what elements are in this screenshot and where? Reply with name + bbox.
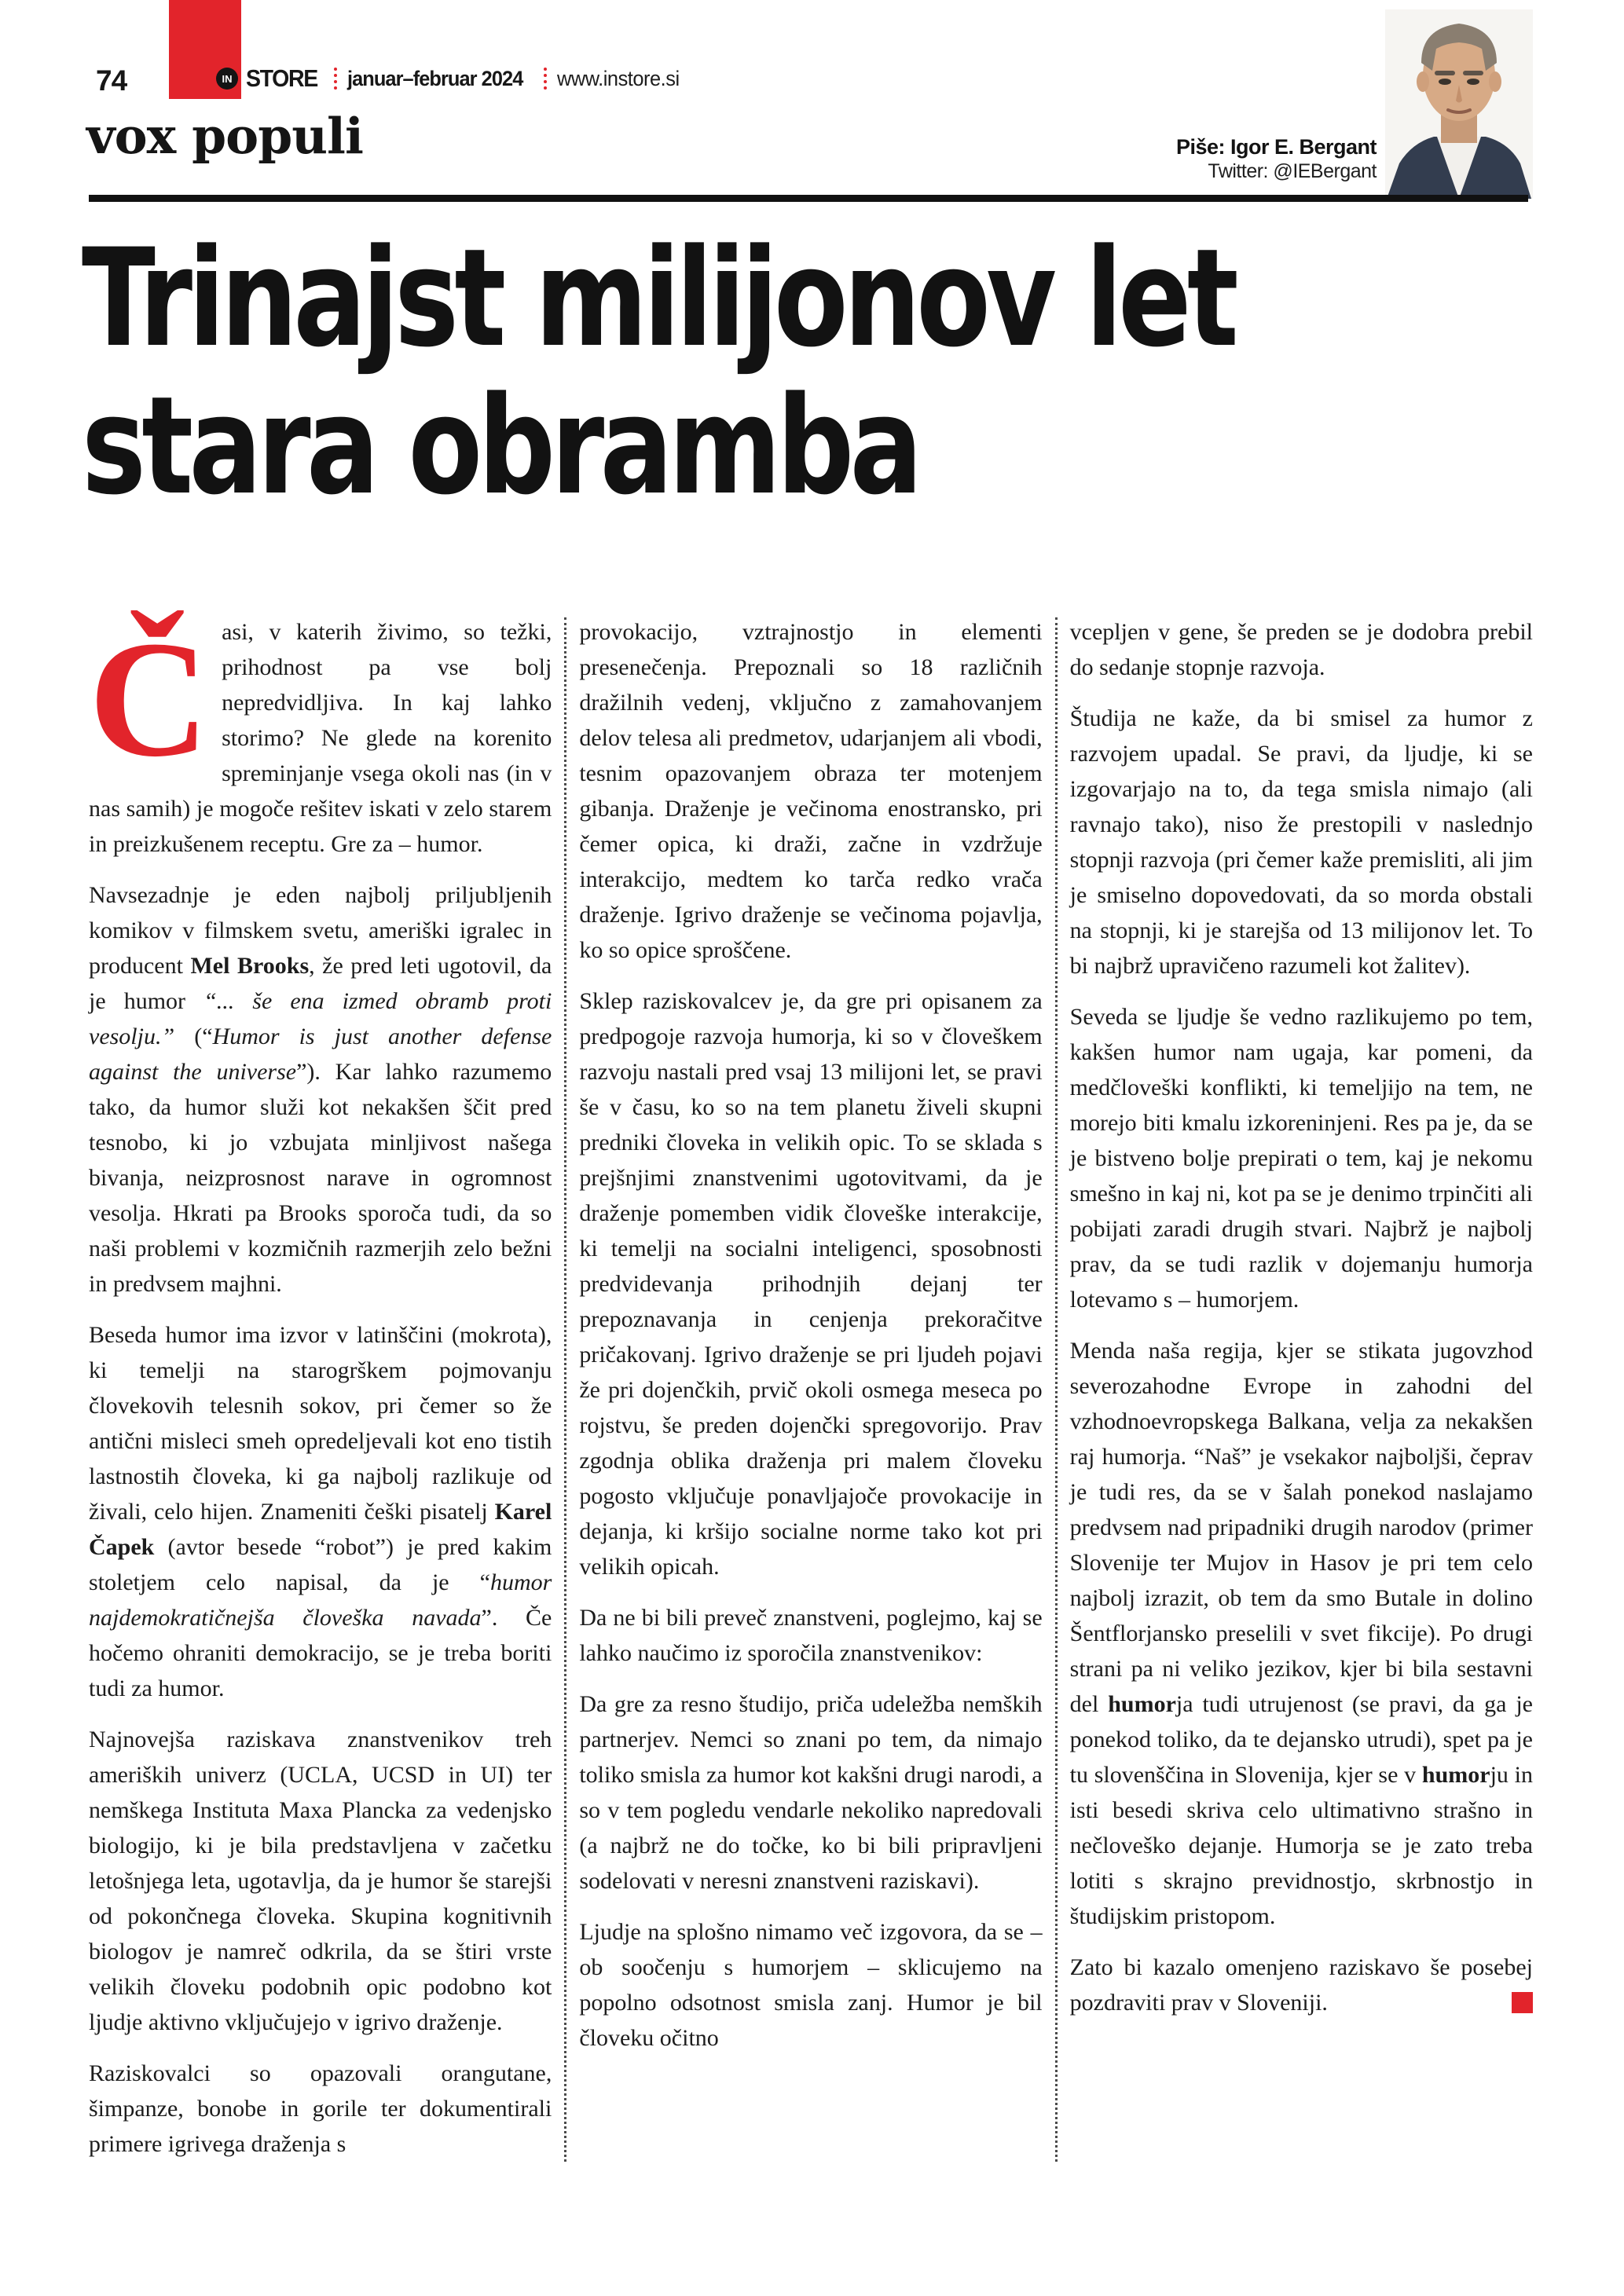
- dotted-separator-icon: [544, 68, 547, 90]
- text-run: Seveda se ljudje še vedno razlikujemo po tem, kakšen humor nam ugaja, kar pomeni, da medčloveški konflikti, ki temeljijo na tem, ne morejo biti kmalu izkoreninjeni. Res pa je, da se je bistveno bolje prepirati o tem, kaj je nekomu smešno in kaj ni, kot pa se je denimo trpinčiti ali pobijati zaradi drugih stvari. Najbrž je najbolj prav, da se tudi razlik v dojemanju humorja lotevamo s – humorjem.: [1069, 1004, 1533, 1313]
- column-divider: [1055, 617, 1058, 2162]
- paragraph: [89, 2056, 552, 2162]
- text-run: asi, v katerih živimo, so težki, prihodnost pa vse bolj nepredvidljiva. In kaj lahko storimo? Ne glede na korenito spreminjanje vsega okoli nas (in v nas samih) je mogoče rešitev iskati v zelo starem in preizkušenem receptu. Gre za – humor.: [89, 619, 552, 857]
- masthead: [246, 66, 687, 91]
- text-run: Študija ne kaže, da bi smisel za humor z razvojem upadal. Se pravi, da ljudje, ki se izgovarjajo na to, da tega smisla nimajo (ali ravnajo tako), niso že prestopili v naslednjo stopnji razvoja (pri čemer kaže premisliti, ali jim je smiselno dopovedovati, da so morda obstali na stopnji, ki je starejša od 13 milijonov let. To bi najbrž upravičeno razumeli kot žalitev).: [1069, 705, 1533, 979]
- text-run: Najnovejša raziskava znanstvenikov treh ameriških univerz (UCLA, UCSD in UI) ter nemškega Instituta Maxa Plancka za vedenjsko biologijo, ki je bila predstavljena v začetku letošnjega leta, ugotavlja, da je humor še starejši od pokončnega človeka. Skupina kognitivnih biologov je namreč odkrila, da se štiri vrste velikih človeku podobnih opic podobno kot ljudje aktivno vključujejo v igrivo draženje.: [89, 1727, 552, 2035]
- paragraph: [579, 1914, 1042, 2056]
- instore-logo-block: [169, 0, 241, 99]
- page-number: 74: [96, 64, 127, 97]
- article-headline: [82, 219, 1235, 525]
- article-column-3: [1070, 614, 1533, 2162]
- paragraph: [579, 983, 1042, 1584]
- text-run: , že pred leti ugotovil, da je humor: [89, 953, 552, 1014]
- text-run: Navsezadnje je eden najbolj priljubljenih komikov v filmskem svetu, ameriški igralec in producent: [89, 882, 552, 979]
- paragraph: [1070, 999, 1533, 1317]
- byline: [1176, 135, 1377, 184]
- text-run: Karel Čapek: [89, 1499, 552, 1560]
- section-title: vox populi: [86, 107, 363, 165]
- text-run: humor: [1108, 1691, 1176, 1717]
- column-divider: [564, 617, 566, 2162]
- paragraph: [1070, 614, 1533, 685]
- paragraph: [579, 1600, 1042, 1671]
- text-run: Menda naša regija, kjer se stikata jugovzhod severozahodne Evrope in zahodni del vzhodnoevropskega Balkana, velja za nekakšen raj humorja. “Naš” je vsekakor najboljši, čeprav je tudi res, da se v šalah ponekod naslajamo predvsem nad pripadniki drugih narodov (primer Slovenije ter Mujov in Hasov je pri tem celo najbolj izrazit, ob tem da smo Butale in dolino Šentflorjansko preselili v svet fikcije). Po drugi strani pa ni veliko jezikov, kjer bi bila sestavni del: [1069, 1338, 1533, 1717]
- instore-logo-badge-icon: IN: [216, 68, 238, 90]
- text-run: Ljudje na splošno nimamo več izgovora, da se – ob soočenju s humorjem – sklicujemo na popolno odsotnost smisla zanj. Humor je bil človeku očitno: [579, 1919, 1043, 2051]
- text-run: Da gre za resno študijo, priča udeležba nemških partnerjev. Nemci so znani po tem, da nimajo toliko smisla za humor kot kakšni drugi narodi, a so v tem pogledu vendarle nekoliko napredovali (a najbrž ne do točke, ko bi bili pripravljeni sodelovati v neresni znanstveni raziskavi).: [579, 1691, 1043, 1894]
- paragraph: [89, 1317, 552, 1706]
- paragraph: [89, 877, 552, 1302]
- drop-cap: Č: [89, 606, 210, 791]
- text-run: “... še ena izmed obramb proti vesolju.”: [89, 988, 552, 1049]
- headline-line1: Trinajst milijonov let: [82, 219, 1235, 377]
- text-run: ju in isti besedi skriva celo ultimativno strašno in nečloveško dejanje. Humorja se je zato treba lotiti s skrajno previdnostjo, skrbnostjo in študijskim pristopom.: [1069, 1762, 1533, 1929]
- text-run: provokacijo, vztrajnostjo in elementi presenečenja. Prepoznali so 18 različnih dražilnih vedenj, vključno z zamahovanjem delov telesa ali predmetov, udarjanjem ali vbodi, tesnim opazovanjem obraza ter motenjem gibanja. Draženje je večinoma enostransko, pri čemer opica, ki draži, začne in vzdržuje interakcijo, medtem ko tarča redko vrača draženje. Igrivo draženje se večinoma pojavlja, ko so opice sproščene.: [579, 619, 1043, 963]
- text-run: vcepljen v gene, še preden se je dodobra prebil do sedanje stopnje razvoja.: [1069, 619, 1533, 680]
- paragraph: [1070, 701, 1533, 983]
- text-run: Sklep raziskovalcev je, da gre pri opisanem za predpogoje razvoja humorja, ki so v človeškem razvoju nastali pred vsaj 13 milijoni let, se pravi še v času, ko so na tem planetu živeli skupni predniki človeka in velikih opic. To se sklada s prejšnjimi znanstvenimi ugotovitvami, da je draženje pomemben vidik človeške interakcije, ki temelji na socialni inteligenci, sposobnosti predvidevanja prihodnjih dejanj ter prepoznavanja in cenjenja prekoračitve pričakovanj. Igrivo draženje se pri ljudeh pojavi že pri dojenčkih, prvič okoli osmega meseca po rojstvu, še preden dojenčki spregovorijo. Prav zgodnja oblika draženja pri malem človeku pogosto vključuje ponavljajoče provokacije in dejanja, ki kršijo socialne norme tako kot pri velikih opicah.: [579, 988, 1043, 1580]
- text-run: Humor is just another defense against the universe: [89, 1023, 552, 1085]
- text-run: Beseda humor ima izvor v latinščini (mokrota), ki temelji na starogrškem pojmovanju človekovih telesnih sokov, pri čemer so že antični misleci smeh opredeljevali kot eno tistih lastnostih človeka, ki ga najbolj razlikuje od živali, celo hijen. Znameniti češki pisatelj: [89, 1322, 552, 1525]
- article-end-marker-icon: [1512, 1992, 1533, 2013]
- headline-line2: stara obramba: [82, 367, 918, 525]
- text-run: Raziskovalci so opazovali orangutane, šimpanze, bonobe in gorile ter dokumentirali primere igrivega draženja s: [89, 2060, 552, 2157]
- article-column-1: [89, 606, 552, 2162]
- issue-date: januar–februar 2024: [346, 66, 523, 90]
- header-rule: [89, 195, 1528, 202]
- text-run: ja tudi utrujenost (se pravi, da ga je ponekod toliko, da te dejansko utrudi), spet pa je tu slovenščina in Slovenija, kjer se v: [1069, 1691, 1533, 1788]
- text-run: (“: [174, 1023, 213, 1049]
- website-url[interactable]: www.instore.si: [557, 66, 680, 90]
- text-run: Zato bi kazalo omenjeno raziskavo še posebej pozdraviti prav v Sloveniji.: [1069, 1954, 1533, 2016]
- paragraph: [89, 1722, 552, 2040]
- paragraph: [579, 1686, 1042, 1899]
- article-body: [89, 606, 1533, 2162]
- text-run: ”). Kar lahko razumemo tako, da humor služi kot nekakšen ščit pred tesnobo, ki jo vzbujata minljivost našega bivanja, neizprosnost narave in ogromnost vesolja. Hkrati pa Brooks sporoča tudi, da so naši problemi v kozmičnih razmerjih zelo bežni in predvsem majhni.: [89, 1059, 552, 1297]
- instore-logo-text: STORE: [246, 64, 317, 92]
- text-run: Mel Brooks: [190, 953, 310, 979]
- text-run: humor: [1421, 1762, 1490, 1788]
- article-column-2: [579, 614, 1042, 2162]
- dotted-separator-icon: [334, 68, 337, 90]
- author-photo: [1385, 9, 1533, 199]
- paragraph: [1070, 1333, 1533, 1934]
- paragraph: [89, 606, 552, 862]
- paragraph: [579, 614, 1042, 968]
- paragraph: [1070, 1950, 1533, 2020]
- text-run: (avtor besede “robot”) je pred kakim stoletjem celo napisal, da je “: [89, 1534, 552, 1595]
- text-run: Da ne bi bili preveč znanstveni, poglejmo, kaj se lahko naučimo iz sporočila znanstvenikov:: [579, 1605, 1043, 1666]
- author-name: Piše: Igor E. Bergant: [1175, 135, 1377, 159]
- text-run: humor najdemokratičnejša človeška navada: [89, 1569, 552, 1631]
- text-run: ”. Če hočemo ohraniti demokracijo, se je treba boriti tudi za humor.: [89, 1605, 552, 1701]
- author-twitter-handle: Twitter: @IEBergant: [1208, 160, 1377, 182]
